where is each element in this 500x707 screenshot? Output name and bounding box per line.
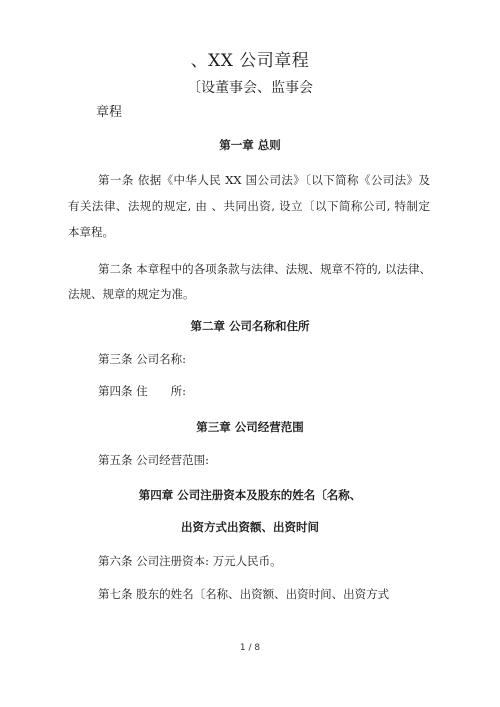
article-1-line-3: 本章程。 (68, 225, 114, 239)
article-2-line-1: 第二条 本章程中的各项条款与法律、法规、规章不符的, 以法律、 (98, 262, 431, 276)
article-1-line-2: 有关法律、法规的规定, 由 、共同出资, 设立〔以下简称公司, 特制定 (68, 199, 430, 213)
article-6-line-1: 第六条 公司注册资本: 万元人民币。 (98, 554, 282, 568)
article-5-line-1: 第五条 公司经营范围: (98, 453, 210, 467)
article-4-line-1: 第四条 住 所: (98, 384, 187, 398)
chapter-heading-4: 第四章 公司注册资本及股东的姓名〔名称、 (138, 488, 362, 502)
document-subtitle-continuation: 章程 (96, 105, 123, 120)
article-3-line-1: 第三条 公司名称: (98, 352, 187, 366)
chapter-heading-4-continuation: 出资方式出资额、出资时间 (181, 520, 319, 534)
chapter-heading-1: 第一章 总则 (219, 138, 281, 152)
document-title: 、XX 公司章程 (190, 51, 310, 71)
article-1-line-1: 第一条 依据《中华人民 XX 国公司法》〔以下简称《公司法》及 (98, 173, 430, 187)
chapter-heading-3: 第三章 公司经营范围 (196, 420, 304, 434)
document-subtitle: 〔设董事会、监事会 (187, 80, 313, 96)
article-7-line-1: 第七条 股东的姓名〔名称、出资额、出资时间、出资方式 (98, 587, 390, 601)
chapter-heading-2: 第二章 公司名称和住所 (190, 319, 310, 333)
article-2-line-2: 法规、规章的规定为准。 (68, 287, 195, 301)
page-indicator: 1 / 8 (239, 643, 261, 653)
